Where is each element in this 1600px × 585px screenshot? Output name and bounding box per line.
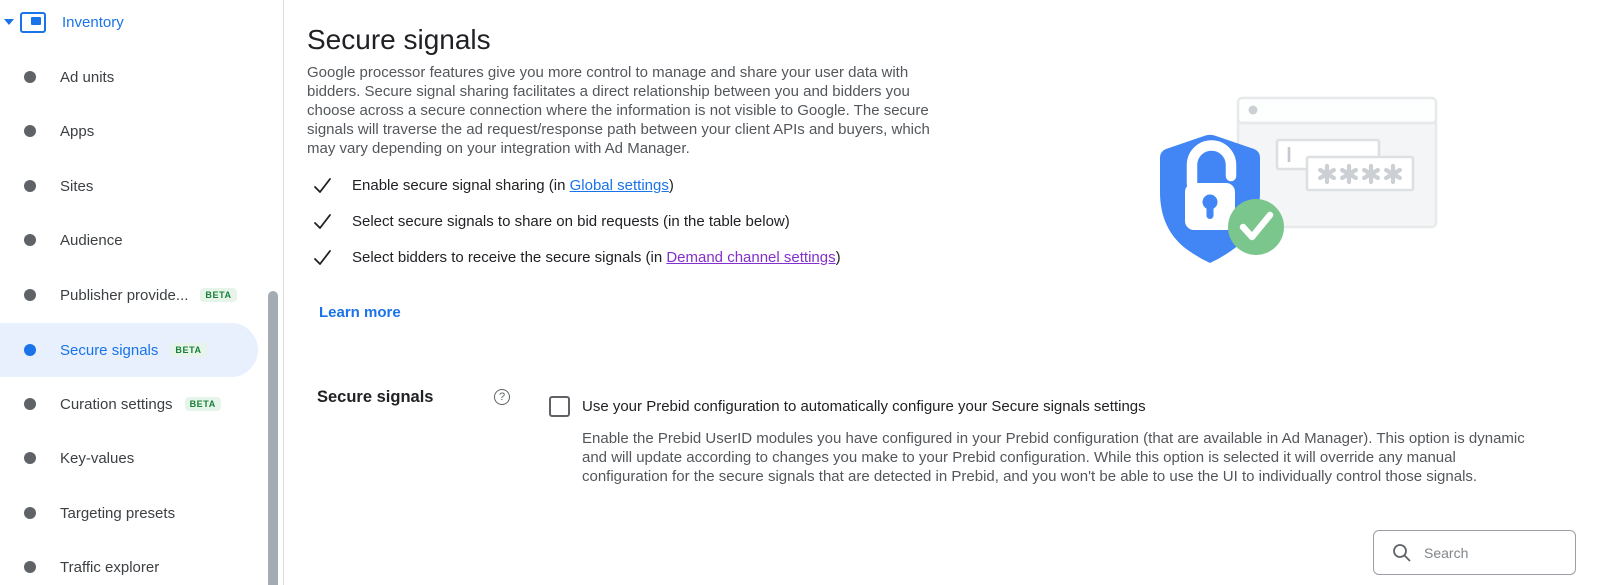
sidebar-item-apps[interactable]: Apps (0, 104, 258, 158)
learn-more-link[interactable]: Learn more (319, 304, 401, 321)
bullet-icon (24, 452, 36, 464)
sidebar-scrollbar[interactable] (268, 291, 278, 585)
sidebar-root-label: Inventory (62, 13, 124, 31)
bullet-icon (24, 344, 36, 356)
chevron-down-icon[interactable] (4, 19, 14, 25)
checklist-item: Select secure signals to share on bid requests (in the table below) (307, 212, 790, 231)
bullet-icon (24, 561, 36, 573)
sidebar-item-inventory[interactable] (0, 0, 258, 49)
prebid-config-checkbox[interactable] (549, 396, 570, 417)
beta-badge: BETA (185, 397, 221, 411)
sidebar-item-secure-signals[interactable]: Secure signals BETA (0, 323, 258, 377)
sidebar-item-ad-units[interactable]: Ad units (0, 50, 258, 104)
secure-signals-section-label: Secure signals (317, 388, 434, 406)
prebid-checkbox-label[interactable]: Use your Prebid configuration to automatically configure your Secure signals settings (582, 398, 1146, 415)
sidebar-item-traffic-explorer[interactable]: Traffic explorer (0, 540, 258, 585)
bullet-icon (24, 180, 36, 192)
secure-signals-illustration (1140, 88, 1440, 268)
sidebar-item-sites[interactable]: Sites (0, 159, 258, 213)
beta-badge: BETA (170, 343, 206, 357)
sidebar (0, 0, 284, 585)
magnifier-icon (1392, 543, 1411, 562)
bullet-icon (24, 507, 36, 519)
search-input[interactable] (1424, 545, 1564, 561)
check-badge-icon (1228, 199, 1284, 255)
bullet-icon (24, 289, 36, 301)
main-content (284, 0, 1600, 585)
sidebar-item-curation-settings[interactable]: Curation settings BETA (0, 377, 258, 431)
checkmark-icon (313, 212, 332, 231)
inventory-icon (20, 12, 46, 33)
page-title: Secure signals (307, 24, 491, 55)
global-settings-link[interactable]: Global settings (569, 177, 669, 194)
demand-channel-settings-link[interactable]: Demand channel settings (666, 249, 836, 266)
sidebar-item-targeting-presets[interactable]: Targeting presets (0, 486, 258, 540)
checklist-item: Select bidders to receive the secure signals (in Demand channel settings) (307, 248, 841, 267)
beta-badge: BETA (200, 288, 236, 302)
bullet-icon (24, 71, 36, 83)
help-circle-icon[interactable]: ? (494, 389, 510, 405)
checkmark-icon (313, 248, 332, 267)
bullet-icon (24, 125, 36, 137)
sidebar-item-audience[interactable]: Audience (0, 213, 258, 267)
bullet-icon (24, 234, 36, 246)
sidebar-item-publisher-provided[interactable]: Publisher provide... BETA (0, 268, 258, 322)
search-box[interactable] (1373, 530, 1576, 575)
intro-paragraph: Google processor features give you more control to manage and share your user data with bidders. Secure signal sharing facilitates a direct relationship between you and bidders you choose across a secure connection where the information is not visible to Google. The secure signals will traverse the ad request/response path between your client APIs and buyers, which may vary depending on your integration with Ad Manager. (307, 64, 930, 157)
sidebar-item-key-values[interactable]: Key-values (0, 431, 258, 485)
checkmark-icon (313, 176, 332, 195)
bullet-icon (24, 398, 36, 410)
prebid-checkbox-description: Enable the Prebid UserID modules you have configured in your Prebid configuration (that are available in Ad Manager). This option is dynamic and will update according to changes you make to your Prebid configuration. While this option is selected it will override any manual configuration for the secure signals that are detected in Prebid, and you won't be able to use the UI to individually control those signals. (582, 430, 1525, 485)
checklist-item: Enable secure signal sharing (in Global settings) (307, 176, 674, 195)
